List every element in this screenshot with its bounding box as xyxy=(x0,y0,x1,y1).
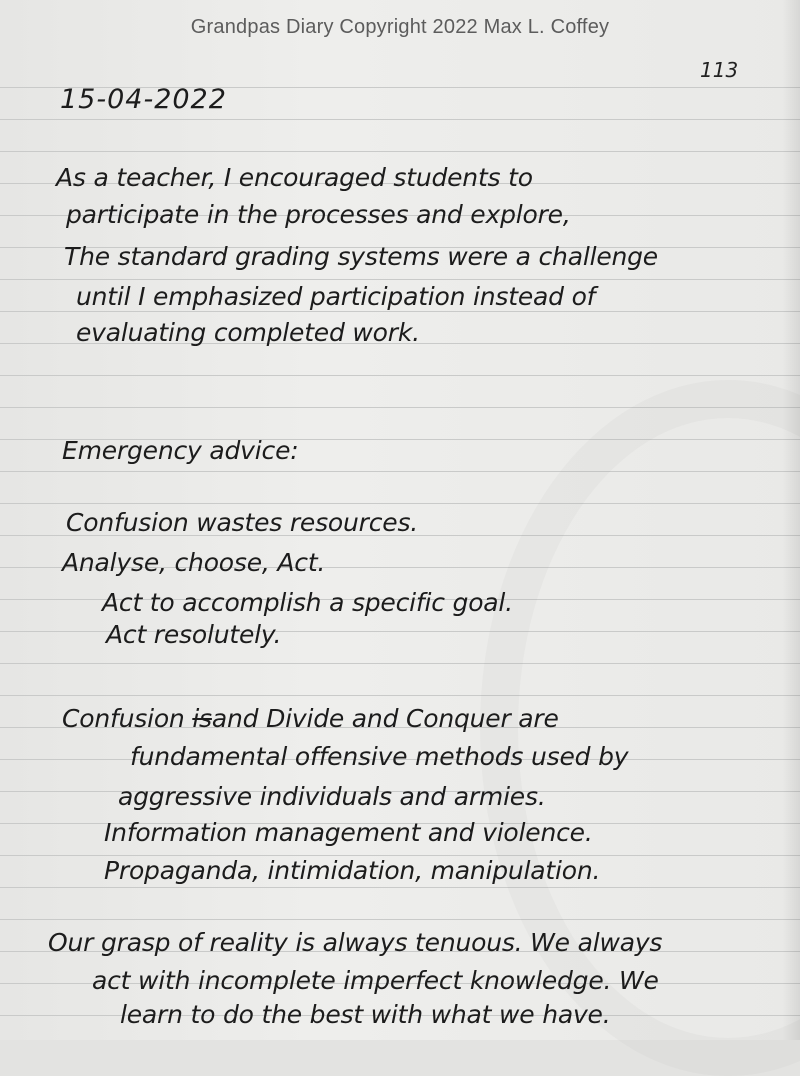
section-heading: Emergency advice: xyxy=(62,436,299,465)
paragraph3-line: learn to do the best with what we have. xyxy=(120,1000,611,1029)
paragraph1-line: As a teacher, I encouraged students to xyxy=(56,163,533,192)
paragraph2-line: Propaganda, intimidation, manipulation. xyxy=(104,856,601,885)
paragraph1-line: until I emphasized participation instead of xyxy=(76,282,596,311)
paragraph1-line: The standard grading systems were a challenge xyxy=(64,242,658,271)
page-header: Grandpas Diary Copyright 2022 Max L. Coffey xyxy=(190,16,610,38)
entry-date: 15-04-2022 xyxy=(60,84,227,115)
paragraph2-line: aggressive individuals and armies. xyxy=(118,782,546,811)
paragraph2-line: fundamental offensive methods used by xyxy=(130,742,629,771)
paragraph2-rest: and Divide and Conquer are xyxy=(211,704,559,733)
paragraph3-line: Our grasp of reality is always tenuous. We always xyxy=(48,928,663,957)
paragraph2-start: Confusion xyxy=(62,704,193,733)
advice-line: Act to accomplish a specific goal. xyxy=(102,588,513,617)
crossed-out-word: is xyxy=(192,704,212,733)
paragraph1-line: participate in the processes and explore, xyxy=(66,200,571,229)
paragraph2-line: Information management and violence. xyxy=(104,818,593,847)
paragraph3-line: act with incomplete imperfect knowledge. We xyxy=(92,966,659,995)
page-number: 113 xyxy=(700,58,739,82)
advice-line: Analyse, choose, Act. xyxy=(62,548,326,577)
page-edge-shadow xyxy=(782,0,800,1040)
advice-line: Confusion wastes resources. xyxy=(66,508,419,537)
paragraph2-first-line xyxy=(62,704,559,733)
paragraph1-line: evaluating completed work. xyxy=(76,318,420,347)
advice-line: Act resolutely. xyxy=(106,620,282,649)
